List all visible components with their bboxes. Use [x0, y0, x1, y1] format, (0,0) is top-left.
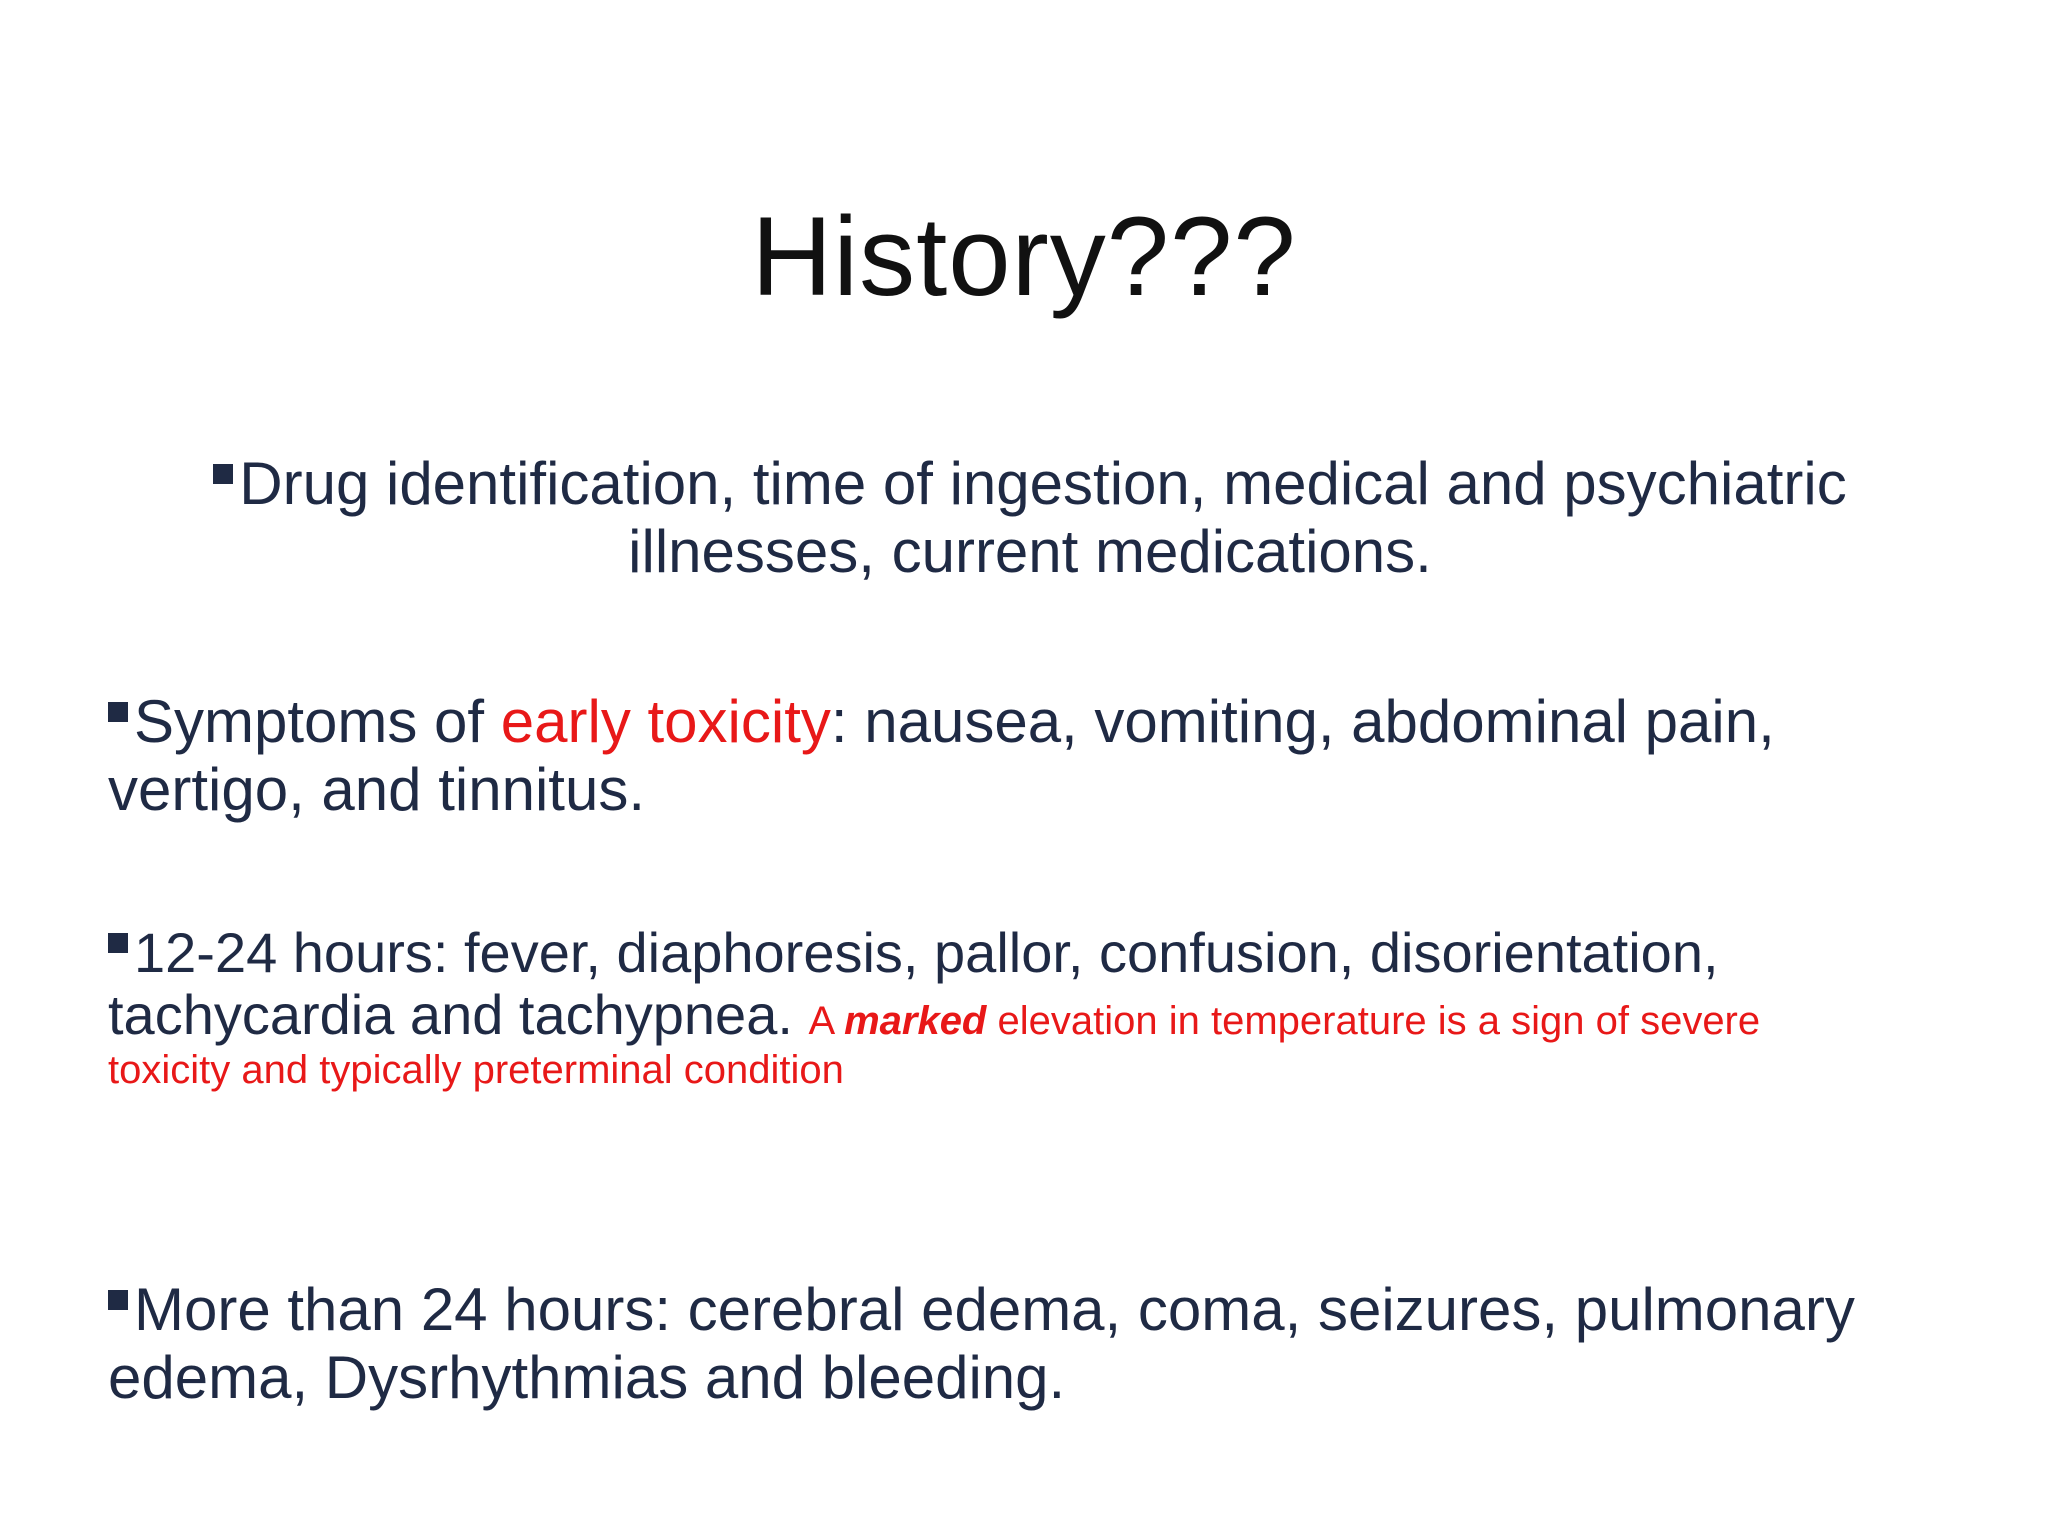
bullet-more-than-24-hours-text: More than 24 hours: cerebral edema, coma, seizures, pulmonary edema, Dysrhythmias and bleeding. [108, 1276, 1855, 1411]
bullet-12-24-hours-line1: 12-24 hours: fever, diaphoresis, pallor, confusion, disorientation, [134, 921, 1719, 984]
bullet-12-24-hours [108, 922, 1988, 1094]
bullet-early-toxicity-prefix: Symptoms of [134, 688, 501, 755]
bullet-12-24-hours-line2: tachycardia and tachypnea. [108, 983, 793, 1046]
slide-title: History??? [751, 194, 1297, 319]
square-bullet-icon [108, 702, 128, 722]
bullet-early-toxicity [108, 688, 1988, 824]
bullet-early-toxicity-suffix: : nausea, vomiting, abdominal pain, vertigo, and tinnitus. [108, 688, 1775, 823]
early-toxicity-highlight: early toxicity [500, 688, 831, 755]
bullet-history-items [90, 450, 1970, 586]
bullet-history-items-text: Drug identification, time of ingestion, medical and psychiatric illnesses, current medications. [239, 450, 1847, 585]
temperature-note [808, 999, 1760, 1043]
temperature-note-emphasis: marked [844, 999, 987, 1043]
bullet-more-than-24-hours [108, 1276, 1988, 1412]
temperature-note-pre: A [808, 999, 845, 1043]
square-bullet-icon [108, 933, 128, 953]
square-bullet-icon [108, 1290, 128, 1310]
temperature-note-line2: toxicity and typically preterminal condition [108, 1048, 844, 1092]
temperature-note-post: elevation in temperature is a sign of severe [986, 999, 1761, 1043]
square-bullet-icon [213, 464, 233, 484]
